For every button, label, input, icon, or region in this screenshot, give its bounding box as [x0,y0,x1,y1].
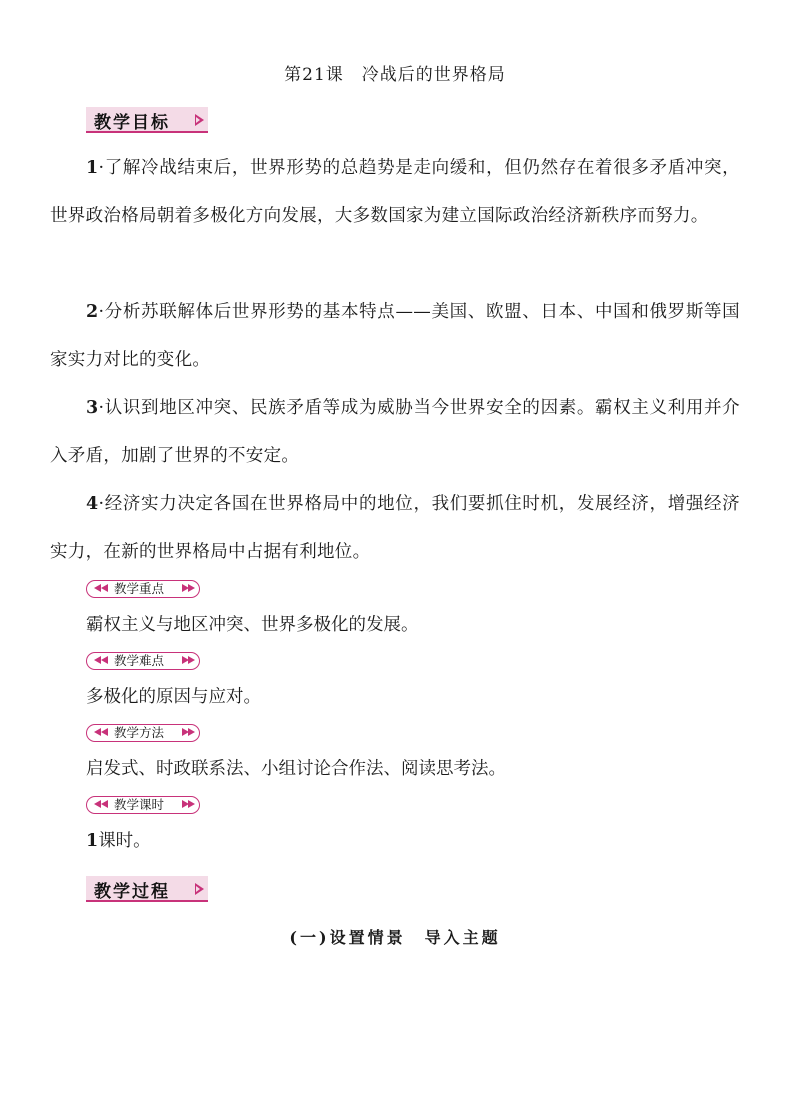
chevron-left-icon [101,800,108,808]
chevron-right-icon [188,584,195,592]
objective-number: 4 [86,494,99,514]
chevron-right-icon [188,800,195,808]
objective-text: ·经济实力决定各国在世界格局中的地位，我们要抓住时机，发展经济，增强经济实力，在新的世界格局中占据有利地位。 [50,494,740,562]
objective-text: ·分析苏联解体后世界形势的基本特点——美国、欧盟、日本、中国和俄罗斯等国家实力对比的变化。 [50,302,740,370]
chevron-left-icon [94,800,101,808]
objective-item-3 [50,384,740,480]
key-points-text: 霸权主义与地区冲突、世界多极化的发展。 [86,615,419,635]
section-header-label: 教学难点 [114,653,165,668]
section-header-label: 教学重点 [114,581,165,596]
section-header-hours [86,796,200,814]
arrow-right-inner-icon [196,886,200,892]
objective-item-2 [50,288,740,384]
hours-unit: 课时。 [98,831,151,851]
methods-text: 启发式、时政联系法、小组讨论合作法、阅读思考法。 [86,759,506,779]
section-header-label: 教学课时 [114,797,165,812]
chevron-left-icon [101,728,108,736]
objective-text: ·认识到地区冲突、民族矛盾等成为威胁当今世界安全的因素。霸权主义利用并介入矛盾，加剧了世界的不安定。 [50,398,740,466]
arrow-right-inner-icon [196,117,200,123]
objective-number: 1 [86,158,99,178]
section-header-methods [86,724,200,742]
chevron-right-icon [188,656,195,664]
chevron-left-icon [101,656,108,664]
chevron-right-icon [188,728,195,736]
objective-number: 2 [86,302,99,322]
chevron-left-icon [94,584,101,592]
chevron-left-icon [94,656,101,664]
section-header-process [86,876,208,902]
section-header-label: 教学过程 [94,882,170,902]
objective-item-4 [50,480,740,576]
section-header-label: 教学目标 [94,113,170,133]
chevron-left-icon [94,728,101,736]
hours-text [86,829,746,853]
section-header-key-points [86,580,200,598]
chevron-left-icon [101,584,108,592]
hours-number: 1 [86,831,99,851]
process-subheading: (一)设置情景 导入主题 [289,928,501,947]
section-header-label: 教学方法 [114,725,165,740]
difficulties-text: 多极化的原因与应对。 [86,687,261,707]
objective-number: 3 [86,398,99,418]
section-header-objectives [86,107,208,133]
objective-item-1 [50,144,740,240]
objective-text: ·了解冷战结束后，世界形势的总趋势是走向缓和，但仍然存在着很多矛盾冲突，世界政治格局朝着多极化方向发展，大多数国家为建立国际政治经济新秩序而努力。 [50,158,740,226]
section-header-difficulties [86,652,200,670]
page-title: 第21课 冷战后的世界格局 [284,65,506,85]
